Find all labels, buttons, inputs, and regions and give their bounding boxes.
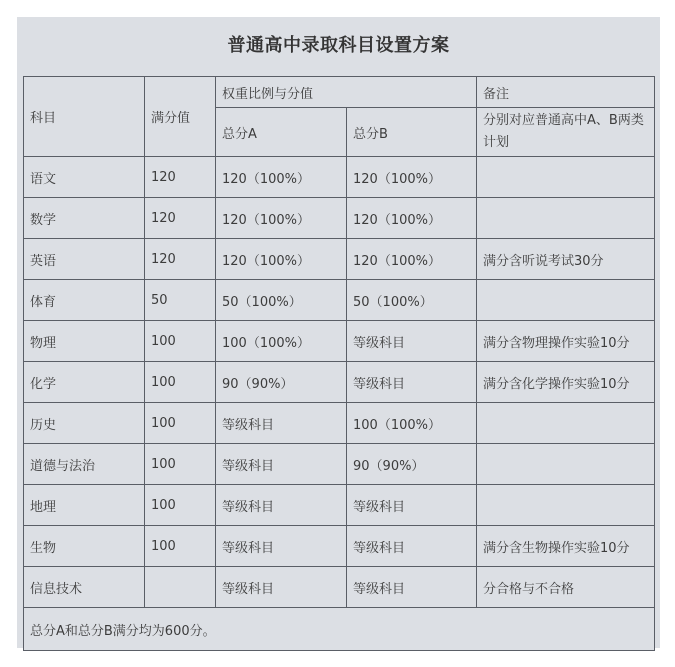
cell-remark	[477, 403, 655, 444]
cell-total-a: 120（100%）	[216, 239, 347, 280]
cell-full-score: 100	[145, 321, 216, 362]
cell-total-b: 120（100%）	[347, 198, 477, 239]
header-total-b: 总分B	[347, 108, 477, 157]
cell-remark: 满分含物理操作实验10分	[477, 321, 655, 362]
cell-total-b: 50（100%）	[347, 280, 477, 321]
cell-full-score: 100	[145, 403, 216, 444]
header-remark-detail: 分别对应普通高中A、B两类计划	[477, 108, 655, 157]
cell-total-a: 等级科目	[216, 444, 347, 485]
cell-remark	[477, 198, 655, 239]
table-row	[24, 362, 655, 403]
cell-remark	[477, 280, 655, 321]
cell-subject: 数学	[24, 198, 145, 239]
cell-full-score: 120	[145, 239, 216, 280]
cell-total-a: 等级科目	[216, 403, 347, 444]
header-subject: 科目	[24, 77, 145, 157]
table-row	[24, 198, 655, 239]
table-row	[24, 157, 655, 198]
cell-remark: 满分含生物操作实验10分	[477, 526, 655, 567]
cell-total-a: 100（100%）	[216, 321, 347, 362]
header-full-score: 满分值	[145, 77, 216, 157]
cell-full-score: 100	[145, 485, 216, 526]
cell-total-a: 120（100%）	[216, 157, 347, 198]
table-row	[24, 403, 655, 444]
header-total-a: 总分A	[216, 108, 347, 157]
cell-subject: 化学	[24, 362, 145, 403]
table-footnote-row	[24, 608, 655, 651]
table-row	[24, 444, 655, 485]
cell-total-a: 120（100%）	[216, 198, 347, 239]
cell-total-a: 90（90%）	[216, 362, 347, 403]
cell-subject: 体育	[24, 280, 145, 321]
cell-subject: 历史	[24, 403, 145, 444]
cell-subject: 信息技术	[24, 567, 145, 608]
cell-total-b: 等级科目	[347, 362, 477, 403]
cell-full-score: 120	[145, 157, 216, 198]
table-row	[24, 567, 655, 608]
cell-total-b: 100（100%）	[347, 403, 477, 444]
cell-full-score: 100	[145, 526, 216, 567]
cell-subject: 英语	[24, 239, 145, 280]
cell-total-a: 等级科目	[216, 526, 347, 567]
cell-remark	[477, 485, 655, 526]
header-weight-group: 权重比例与分值	[216, 77, 477, 108]
cell-subject: 道德与法治	[24, 444, 145, 485]
cell-full-score: 120	[145, 198, 216, 239]
cell-remark: 分合格与不合格	[477, 567, 655, 608]
cell-subject: 地理	[24, 485, 145, 526]
table-header-row	[24, 77, 655, 108]
cell-total-b: 等级科目	[347, 321, 477, 362]
cell-total-b: 120（100%）	[347, 239, 477, 280]
table-row	[24, 239, 655, 280]
cell-total-a: 等级科目	[216, 485, 347, 526]
table-row	[24, 485, 655, 526]
cell-subject: 生物	[24, 526, 145, 567]
table-row	[24, 280, 655, 321]
cell-remark	[477, 444, 655, 485]
table-row	[24, 321, 655, 362]
cell-total-a: 等级科目	[216, 567, 347, 608]
cell-subject: 语文	[24, 157, 145, 198]
header-remark: 备注	[477, 77, 655, 108]
cell-remark	[477, 157, 655, 198]
footnote: 总分A和总分B满分均为600分。	[24, 608, 655, 651]
cell-total-b: 等级科目	[347, 485, 477, 526]
cell-full-score: 50	[145, 280, 216, 321]
document-sheet	[17, 17, 660, 648]
table-row	[24, 526, 655, 567]
cell-total-b: 90（90%）	[347, 444, 477, 485]
cell-total-b: 等级科目	[347, 526, 477, 567]
subject-plan-table	[23, 76, 655, 651]
document-title: 普通高中录取科目设置方案	[227, 35, 450, 56]
cell-total-b: 等级科目	[347, 567, 477, 608]
cell-full-score: 100	[145, 362, 216, 403]
cell-full-score: 100	[145, 444, 216, 485]
cell-total-a: 50（100%）	[216, 280, 347, 321]
cell-full-score	[145, 567, 216, 608]
cell-remark: 满分含听说考试30分	[477, 239, 655, 280]
cell-remark: 满分含化学操作实验10分	[477, 362, 655, 403]
cell-total-b: 120（100%）	[347, 157, 477, 198]
cell-subject: 物理	[24, 321, 145, 362]
